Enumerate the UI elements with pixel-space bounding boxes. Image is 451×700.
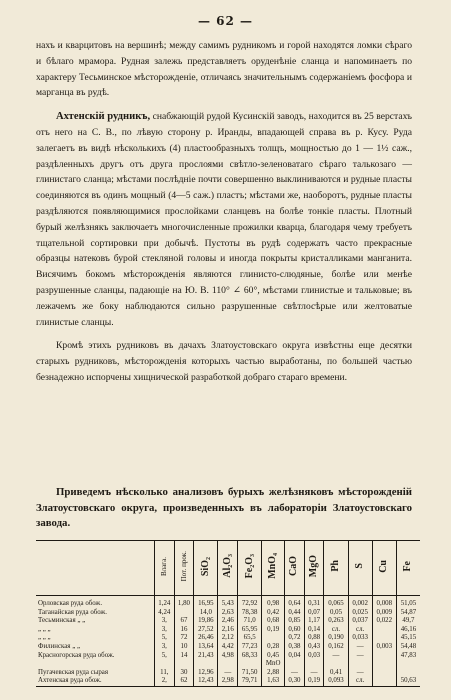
table-cell: 0,64	[285, 596, 305, 609]
table-cell: 67	[174, 617, 194, 626]
table-header-cell: Fe₂O₃	[238, 541, 262, 596]
table-cell	[372, 669, 396, 678]
table-cell: 1,24	[155, 596, 175, 609]
table-cell	[174, 660, 194, 669]
table-cell: 12,96	[194, 669, 218, 678]
table-cell: 0,263	[324, 617, 348, 626]
table-cell: 0,002	[348, 596, 372, 609]
table-header-cell: Влага.	[155, 541, 175, 596]
table-cell: 0,037	[348, 617, 372, 626]
table-cell: 3,	[155, 643, 175, 652]
table-cell: 79,71	[238, 677, 262, 686]
table-cell: 0,44	[285, 609, 305, 618]
table-cell	[262, 634, 285, 643]
body-text	[36, 38, 412, 394]
table-cell: 2,	[155, 677, 175, 686]
table-cell: 0,31	[304, 596, 324, 609]
table-cell: 2,88	[262, 669, 285, 678]
table-cell: 0,008	[372, 596, 396, 609]
table-cell: 0,19	[262, 626, 285, 635]
table-cell: 0,60	[285, 626, 305, 635]
table-row	[36, 617, 420, 626]
table-cell: 77,23	[238, 643, 262, 652]
table-cell: 21,43	[194, 652, 218, 661]
table-cell: 71,0	[238, 617, 262, 626]
table-cell: 0,85	[285, 617, 305, 626]
table-cell: —	[304, 669, 324, 678]
table-header-cell: MnO₄	[262, 541, 285, 596]
table-row	[36, 660, 420, 669]
table-cell: 0,45	[262, 652, 285, 661]
table-cell: 0,04	[285, 652, 305, 661]
table-header-cell: Пот. прок.	[174, 541, 194, 596]
table-cell: 5,	[155, 652, 175, 661]
table-cell: сл.	[348, 626, 372, 635]
table-cell: 1,17	[304, 617, 324, 626]
ore-name-cell: Таганайская руда обож.	[38, 608, 108, 616]
ore-name-cell: Пугачевская руда сырая	[38, 668, 109, 676]
table-cell: 0,190	[324, 634, 348, 643]
table-cell: 0,41	[324, 669, 348, 678]
ore-name-cell	[36, 660, 155, 669]
table-cell	[155, 660, 175, 669]
table-cell: сл.	[348, 677, 372, 686]
table-cell: 0,42	[262, 609, 285, 618]
paragraph-text: снабжающій рудой Кусинскій заводъ, находится въ 25 верстахъ отъ него на С. В., по лѣвую сторону р. Иранды, впадающей справа въ р. Кусу. Руда залегаетъ въ видѣ нѣсколькихъ (4) пластообразныхъ толщъ, мощностью до 1 — 1½ саж., раздѣленныхъ другъ отъ друга прослоями свѣтло-зеленоватаго сѣраго талькозаго — глинистаго сланца; мѣстами послѣдніе почти совершенно выклиниваются и рудные пласты соединяются въ одинъ мощный (4—5 саж.) пластъ; мѣстами же, наоборотъ, рудные пласты раздѣляются появляющимися прослойками сланцевъ на болѣе тонкіе пласты. Плотный бурый желѣзнякъ заключаетъ многочисленные прожилки кварца, благодаря чему требуетъ тщательной сортировки при добычѣ. Пустоты въ рудѣ содержатъ часто прекрасные образцы натековъ бурой стекляной головы и иногда покрыты кристалликами манганита. Висячимъ бокомъ мѣсторожденія являются глинисто-слюдяные, болѣе или менѣе разрушенные сланцы, падающіе на Ю. В. 110° ∠ 60°, мѣстами глинистые и тальковые; въ лежачемъ же боку наблюдаются сильно разрушенные свѣтлосѣрые или желтоватые глинистые сланцы.	[36, 111, 412, 328]
table-cell	[218, 660, 238, 669]
table-cell	[285, 660, 305, 669]
paragraph-text: нахъ и кварцитовъ на вершинѣ; между самимъ рудникомъ и горой находятся ломки сѣраго и бѣлаго мрамора. Рудная залежь представляетъ оруденѣніе сланца и напоминаетъ по характеру Тесьминское мѣсторожденіе, отличаясь значительнымъ содержаніемъ фосфора и марганца въ рудѣ.	[36, 40, 412, 99]
table-cell: сл.	[324, 626, 348, 635]
table-cell: —	[285, 669, 305, 678]
table-cell: 54,48	[396, 643, 420, 652]
table-cell	[304, 660, 324, 669]
table-cell: 3,	[155, 617, 175, 626]
table-cell: 4,42	[218, 643, 238, 652]
table-cell: 78,38	[238, 609, 262, 618]
table-row	[36, 677, 420, 686]
table-header-cell: Fe	[396, 541, 420, 596]
table-cell	[372, 652, 396, 661]
paragraph-lead: Ахтенскій рудникъ,	[56, 111, 151, 123]
table-cell: 62	[174, 677, 194, 686]
paragraph	[36, 109, 412, 330]
table-cell: 0,03	[304, 652, 324, 661]
table-cell: 30	[174, 669, 194, 678]
table-header-cell: Al₂O₃	[218, 541, 238, 596]
table-cell: 72	[174, 634, 194, 643]
table-cell: 45,15	[396, 634, 420, 643]
table-cell: 0,43	[304, 643, 324, 652]
table-cell: 0,38	[285, 643, 305, 652]
table-cell	[372, 660, 396, 669]
table-cell: 13,64	[194, 643, 218, 652]
table-cell: 51,05	[396, 596, 420, 609]
table-cell: —	[348, 643, 372, 652]
table-cell: 4,24	[155, 609, 175, 618]
table-cell: MnO	[262, 660, 285, 669]
ore-name-cell: „ „ „	[38, 634, 51, 642]
table-row	[36, 634, 420, 643]
table-cell: 46,16	[396, 626, 420, 635]
table-cell: 68,33	[238, 652, 262, 661]
table-cell: 0,162	[324, 643, 348, 652]
table-row	[36, 626, 420, 635]
table-cell	[396, 660, 420, 669]
table-cell: 16	[174, 626, 194, 635]
table-row	[36, 643, 420, 652]
table-cell: 14	[174, 652, 194, 661]
table-cell: 0,033	[348, 634, 372, 643]
ore-name-cell: Ахтенская руда обож.	[36, 677, 155, 686]
table-cell	[372, 634, 396, 643]
table-cell: 0,72	[285, 634, 305, 643]
table-cell: 0,28	[262, 643, 285, 652]
table-cell: 11,	[155, 669, 175, 678]
table-cell: 54,87	[396, 609, 420, 618]
table-cell: 0,68	[262, 617, 285, 626]
table-cell	[372, 677, 396, 686]
table-cell: 14,0	[194, 609, 218, 618]
table-cell: 2,63	[218, 609, 238, 618]
table-row	[36, 669, 420, 678]
table-cell: 0,07	[304, 609, 324, 618]
ore-name-cell: Красногорская руда обож.	[38, 651, 115, 659]
table-header-cell: Cu	[372, 541, 396, 596]
table-cell: 5,43	[218, 596, 238, 609]
table-header-cell: CaO	[285, 541, 305, 596]
table-cell	[238, 660, 262, 669]
table-cell: 26,46	[194, 634, 218, 643]
ore-name-cell: Тесьминская „ „	[38, 617, 86, 625]
table-body	[36, 596, 420, 687]
table-cell: 0,003	[372, 643, 396, 652]
table-header-cell	[36, 541, 155, 596]
table-cell: 0,05	[324, 609, 348, 618]
analysis-table	[36, 540, 420, 687]
table-cell: —	[348, 669, 372, 678]
table-cell: 50,63	[396, 677, 420, 686]
table-row	[36, 652, 420, 661]
table-cell: 2,16	[218, 626, 238, 635]
table-cell	[194, 660, 218, 669]
table-cell	[396, 669, 420, 678]
ore-name-cell: „ „ „	[38, 625, 51, 633]
table-cell: 16,95	[194, 596, 218, 609]
table-cell: 65,5	[238, 634, 262, 643]
paragraph	[36, 38, 412, 101]
table-cell: 10	[174, 643, 194, 652]
table-cell: 0,19	[304, 677, 324, 686]
table-cell: 12,43	[194, 677, 218, 686]
table-cell: 2,46	[218, 617, 238, 626]
table-header-cell: MgO	[304, 541, 324, 596]
page-number: — 62 —	[197, 14, 254, 28]
table-cell: 2,98	[218, 677, 238, 686]
paragraph-text: Кромѣ этихъ рудниковъ въ дачахъ Златоустовскаго округа извѣстны еще десятки старыхъ рудниковъ, мѣсторожденія которыхъ частью выработаны, по большей частью безнадежно испорчены хищнической разработкой добраго стараго времени.	[36, 340, 412, 383]
table-cell	[174, 609, 194, 618]
table-cell: 4,98	[218, 652, 238, 661]
table-cell: 0,022	[372, 617, 396, 626]
table-cell: 47,83	[396, 652, 420, 661]
table-row	[36, 609, 420, 618]
table-cell: 0,025	[348, 609, 372, 618]
table-cell: 19,86	[194, 617, 218, 626]
table-cell	[348, 660, 372, 669]
table-cell: 0,98	[262, 596, 285, 609]
section-title: Приведемъ нѣсколько анализовъ бурыхъ желѣзняковъ мѣсторожденій Златоустовскаго округа, произведенныхъ въ лабораторіи Златоустовскаго завода.	[36, 486, 412, 529]
ore-name-cell: Орловская руда обож.	[38, 600, 103, 607]
table-cell: —	[324, 652, 348, 661]
table-header-cell: SiO₂	[194, 541, 218, 596]
table-cell: 0,14	[304, 626, 324, 635]
table-cell: 1,80	[174, 596, 194, 609]
table-cell: —	[218, 669, 238, 678]
table-cell: 0,009	[372, 609, 396, 618]
table-cell: 1,63	[262, 677, 285, 686]
table-cell: 71,50	[238, 669, 262, 678]
table-cell: 0,88	[304, 634, 324, 643]
table-cell: 2,12	[218, 634, 238, 643]
table-header-row	[36, 541, 420, 596]
ore-name-cell: Филинская „ „	[38, 642, 81, 650]
table-cell: 5,	[155, 634, 175, 643]
table-cell	[372, 626, 396, 635]
table-cell: —	[348, 652, 372, 661]
table-row	[36, 596, 420, 609]
table-header-cell: Ph	[324, 541, 348, 596]
table-cell: 65,95	[238, 626, 262, 635]
paragraph	[36, 338, 412, 385]
table-header-cell: S	[348, 541, 372, 596]
table-cell: 0,093	[324, 677, 348, 686]
table-cell: 0,065	[324, 596, 348, 609]
table-cell: 27,52	[194, 626, 218, 635]
table-cell: 0,30	[285, 677, 305, 686]
table-cell: 49,7	[396, 617, 420, 626]
table-cell: 3,	[155, 626, 175, 635]
table-cell: 72,92	[238, 596, 262, 609]
table-cell	[324, 660, 348, 669]
